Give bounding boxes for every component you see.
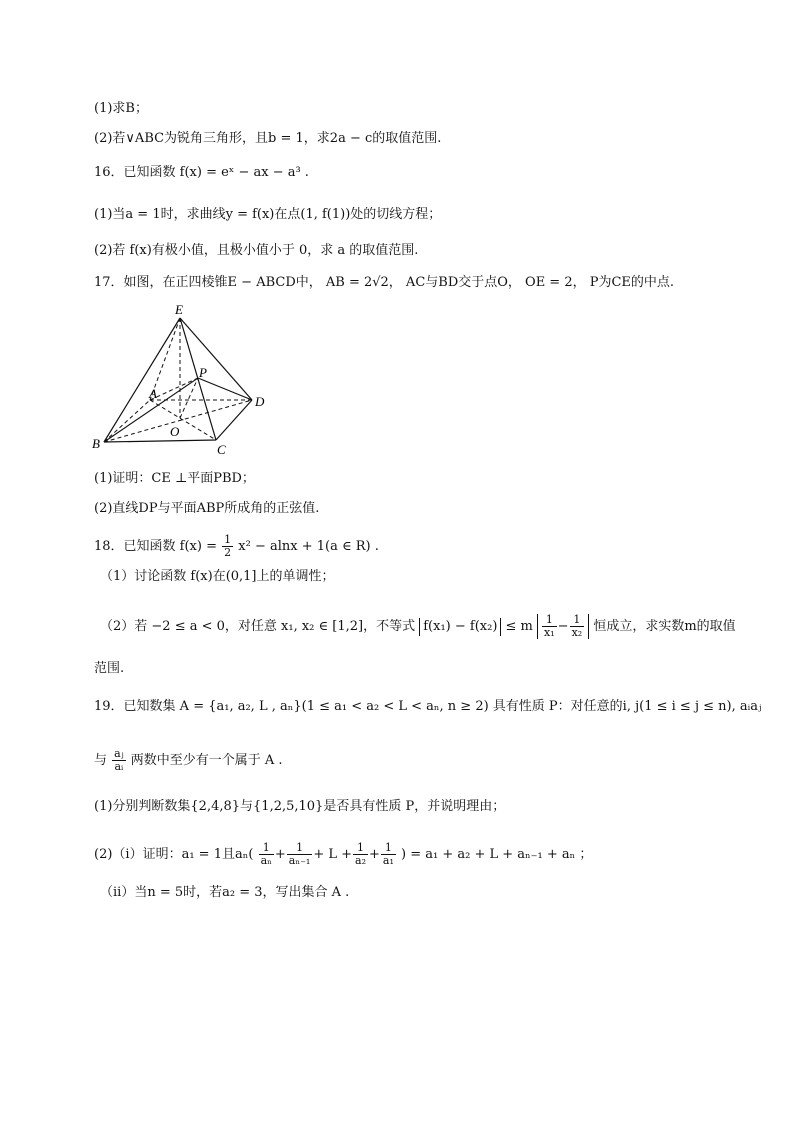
fraction-half-num: 1 bbox=[224, 533, 232, 546]
fraction-aj-ai-num: aⱼ bbox=[114, 747, 124, 760]
q16-part2: (2)若 f(x)有极小值，且极小值小于 0，求 a 的取值范围. bbox=[94, 243, 419, 258]
fraction-half bbox=[222, 534, 233, 559]
pyramid-figure bbox=[86, 300, 286, 460]
label-a: A bbox=[149, 386, 157, 401]
fraction-inv-x2-num: 1 bbox=[570, 614, 585, 627]
q18-part2-mid: ≤ m bbox=[505, 619, 533, 634]
fraction-inv-x1-den: x₁ bbox=[544, 626, 555, 639]
fraction-aj-ai-den: aᵢ bbox=[114, 760, 124, 773]
q18-part2-post: 恒成立，求实数m的取值 bbox=[593, 619, 736, 634]
edge-cd bbox=[216, 400, 252, 440]
fraction-inv-an-num: 1 bbox=[259, 842, 274, 855]
q18-part1: （1）讨论函数 f(x)在(0,1]上的单调性； bbox=[100, 569, 335, 584]
q19-part1: (1)分别判断数集{2,4,8}与{1,2,5,10}是否具有性质 P，并说明理由； bbox=[94, 799, 506, 814]
q17-part1: (1)证明：CE ⊥平面PBD； bbox=[94, 471, 255, 486]
fraction-inv-a1 bbox=[381, 842, 396, 867]
q17-part2: (2)直线DP与平面ABP所成角的正弦值. bbox=[94, 501, 320, 516]
segment-pd bbox=[198, 378, 252, 400]
label-b: B bbox=[92, 436, 100, 451]
fraction-half-den: 2 bbox=[224, 546, 232, 559]
q16-part1: (1)当a = 1时，求曲线y = f(x)在点(1, f(1))处的切线方程； bbox=[94, 207, 442, 222]
abs-difference: f(x₁) − f(x₂) bbox=[419, 618, 501, 636]
fraction-inv-a2 bbox=[353, 842, 368, 867]
label-d: D bbox=[255, 394, 265, 409]
q18-part2-cont: 范围. bbox=[94, 661, 125, 676]
q18-stem-pre: 18．已知函数 f(x) = bbox=[94, 539, 217, 554]
fraction-aj-ai bbox=[112, 748, 125, 773]
q19-part2-i: (2)（i）证明：a₁ = 1且aₙ( $\frac{1}{\text{aₙ}}$ + $\frac{1}{\text{aₙ₋₁}}$ + L + $\frac{1}{\text{a₂}}$ + $\frac{1}{\text{a₁}}$ ) = a₁ + a₂ + L + aₙ₋₁ + aₙ ； bbox=[94, 841, 593, 867]
q19-stem: 19．已知数集 A = {a₁, a₂, L , aₙ}(1 ≤ a₁ < a₂ < L < aₙ, n ≥ 2) 具有性质 P：对任意的i, j(1 ≤ i ≤ j ≤ n), aᵢaⱼ bbox=[94, 699, 762, 714]
fraction-inv-an bbox=[259, 842, 274, 867]
fraction-inv-a1-den: a₁ bbox=[382, 854, 394, 867]
fraction-inv-x2 bbox=[570, 614, 585, 639]
label-c: C bbox=[217, 442, 226, 457]
q19-part2-ii: （ii）当n = 5时，若a₂ = 3，写出集合 A . bbox=[100, 885, 350, 900]
q16-stem: 16．已知函数 f(x) = eˣ − ax − a³ . bbox=[94, 165, 309, 180]
label-p: P bbox=[199, 365, 207, 380]
fraction-inv-an-den: aₙ bbox=[260, 854, 272, 867]
edge-eb bbox=[104, 318, 180, 442]
q19-part2-i-pre: (2)（i）证明：a₁ = 1且aₙ( bbox=[94, 847, 254, 862]
q19-stem-cont bbox=[94, 748, 283, 773]
fraction-inv-a2-num: 1 bbox=[353, 842, 368, 855]
segment-ap bbox=[150, 378, 198, 400]
fraction-inv-a1-num: 1 bbox=[381, 842, 396, 855]
q17-stem: 17．如图，在正四棱锥E − ABCD中， AB = 2√2， AC与BD交于点O， OE = 2， P为CE的中点. bbox=[94, 275, 675, 290]
q15-part1: (1)求B； bbox=[94, 101, 148, 116]
label-e: E bbox=[175, 302, 183, 317]
label-o: O bbox=[170, 424, 180, 439]
fraction-inv-an1-den: aₙ₋₁ bbox=[288, 854, 311, 867]
abs-reciprocal-difference: $\frac{1}{\text{x₁}}$ − $\frac{1}{\text{x₂}}$ bbox=[537, 614, 589, 639]
fraction-inv-x2-den: x₂ bbox=[571, 626, 583, 639]
q18-part2 bbox=[100, 614, 736, 639]
q19-stem-cont-pre: 与 bbox=[94, 753, 108, 768]
q19-stem-cont-post: 两数中至少有一个属于 A . bbox=[130, 753, 283, 768]
fraction-inv-an1 bbox=[287, 842, 313, 867]
fraction-inv-x1 bbox=[542, 614, 557, 639]
q18-part2-pre: （2）若 −2 ≤ a < 0，对任意 x₁, x₂ ∈ [1,2]，不等式 bbox=[100, 619, 416, 634]
edge-ed bbox=[180, 318, 252, 400]
fraction-inv-a2-den: a₂ bbox=[355, 854, 366, 867]
q15-part2: (2)若∨ABC为锐角三角形，且b = 1，求2a − c的取值范围. bbox=[94, 131, 442, 146]
fraction-inv-an1-num: 1 bbox=[287, 842, 313, 855]
edge-bc bbox=[104, 440, 216, 442]
q18-stem bbox=[94, 534, 379, 559]
q19-part2-i-post: ) = a₁ + a₂ + L + aₙ₋₁ + aₙ ； bbox=[401, 847, 593, 862]
q18-stem-post: x² − alnx + 1(a ∈ R) . bbox=[238, 539, 379, 554]
fraction-inv-x1-num: 1 bbox=[542, 614, 557, 627]
